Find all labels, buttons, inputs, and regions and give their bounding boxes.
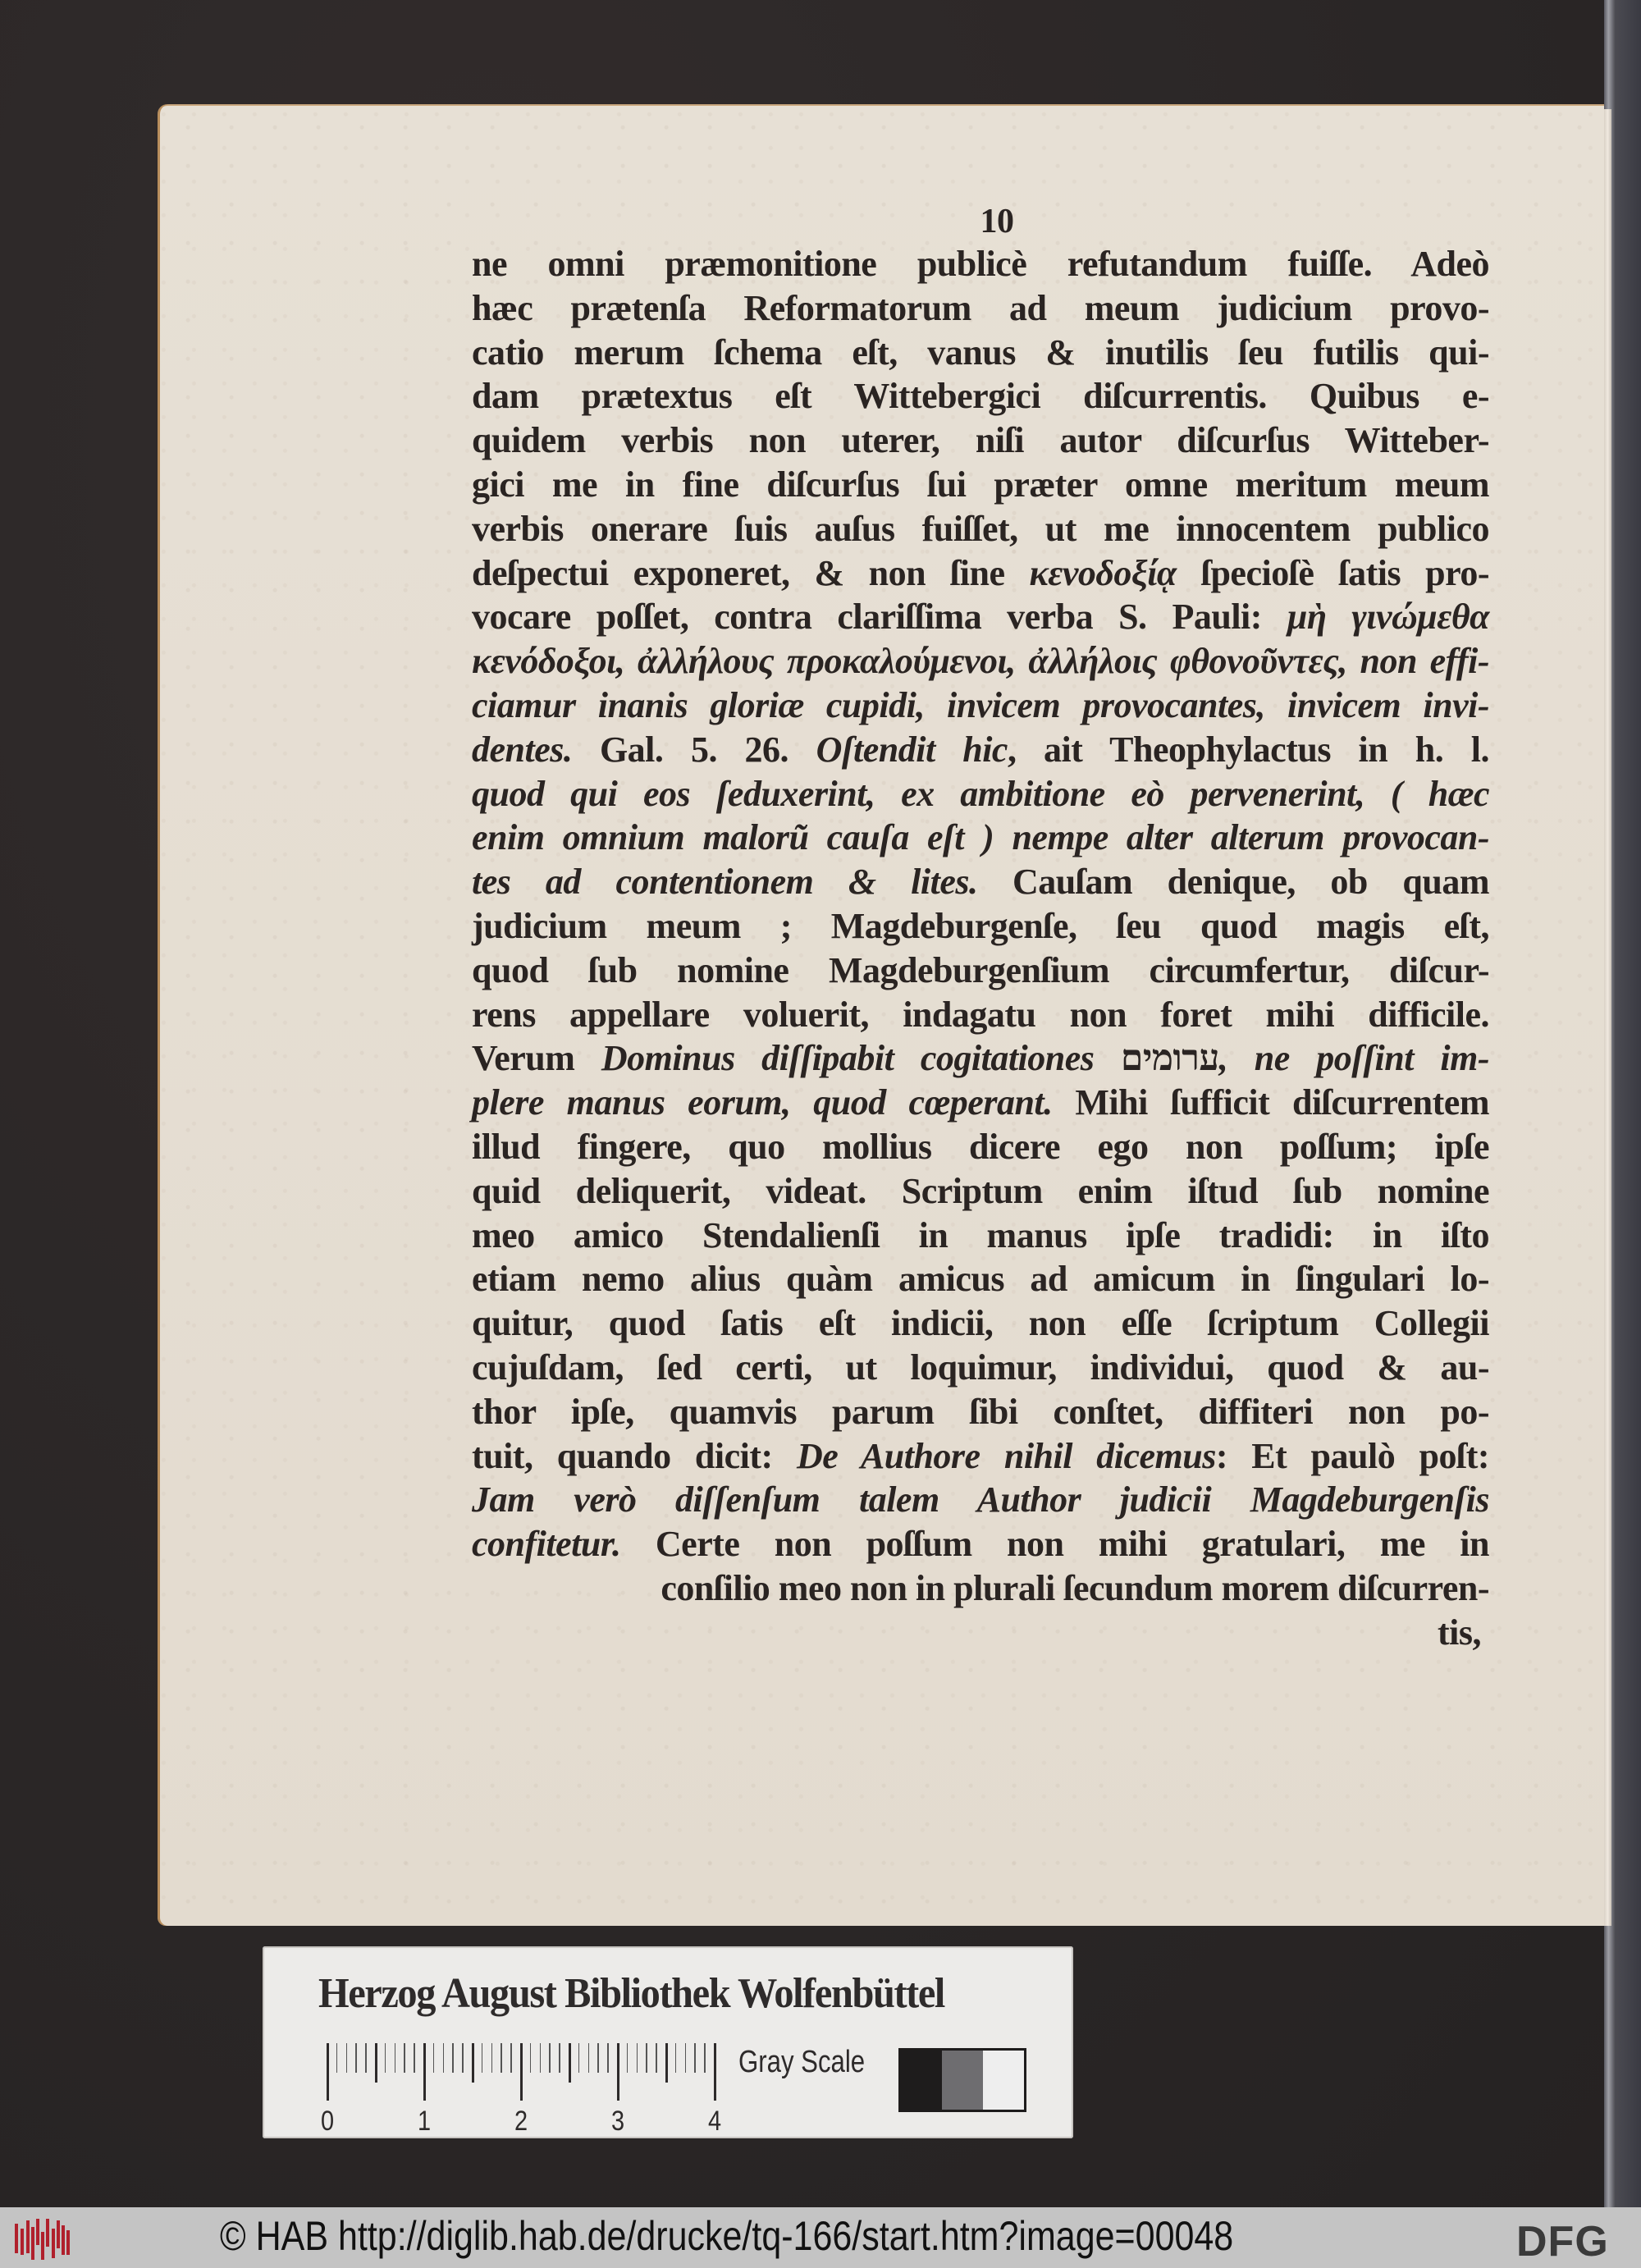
italic-text: enim omnium malorũ cauſa eſt ) nempe alter alterum provocan- xyxy=(472,817,1489,858)
ruler-tick xyxy=(346,2043,348,2073)
roman-text: ne omni præmonitione publicè refutandum fuiſſe. Adeò xyxy=(472,244,1489,284)
ruler-tick xyxy=(540,2043,542,2073)
text-line xyxy=(472,639,1489,684)
italic-text: ciamur inanis gloriæ cupidi, invicem provocantes, invicem invi- xyxy=(472,684,1489,725)
italic-text: dentes. xyxy=(472,729,573,770)
text-line xyxy=(472,374,1489,418)
roman-text: Verum xyxy=(472,1038,601,1079)
italic-text: Oſtendit hic xyxy=(816,729,1008,770)
ruler-tick xyxy=(472,2043,474,2083)
text-line xyxy=(472,1478,1489,1522)
ruler-tick xyxy=(597,2043,599,2073)
text-line xyxy=(472,1169,1489,1214)
ruler-tick xyxy=(665,2043,668,2083)
gray-scale-swatch xyxy=(898,2048,1026,2112)
text-line xyxy=(472,1346,1489,1390)
text-line xyxy=(472,1036,1489,1081)
roman-text: illud fingere, quo mollius dicere ego non poſſum; ipſe xyxy=(472,1126,1489,1167)
ruler-tick xyxy=(675,2043,677,2073)
roman-text: conſilio meo non in plurali ſecundum morem diſcurren- xyxy=(661,1567,1489,1608)
text-line xyxy=(472,1390,1489,1434)
italic-text: confitetur. xyxy=(472,1524,621,1565)
text-line xyxy=(472,1301,1489,1346)
text-line xyxy=(472,684,1489,728)
text-line xyxy=(472,1434,1489,1479)
ruler-tick xyxy=(578,2043,580,2073)
dfg-logo: DFG xyxy=(1516,2218,1609,2266)
roman-text: deſpectui exponeret, & non ſine xyxy=(472,552,1030,593)
roman-text: ſpecioſè ſatis pro- xyxy=(1176,552,1489,593)
roman-text: Mihi ſufficit diſcurrentem xyxy=(1052,1082,1489,1123)
copyright-url[interactable]: © HAB http://diglib.hab.de/drucke/tq-166/start.htm?image=00048 xyxy=(220,2213,1234,2259)
roman-text: Cauſam denique, ob quam xyxy=(977,862,1489,903)
text-line xyxy=(472,1522,1489,1566)
ruler-tick xyxy=(714,2043,716,2101)
italic-text: Jam verò diſſenſum talem Author judicii Magdeburgenſis xyxy=(472,1479,1489,1520)
roman-text: verbis onerare ſuis auſus fuiſſet, ut me innocentem publico xyxy=(472,508,1489,549)
gray-scale-label: Gray Scale xyxy=(738,2045,866,2079)
ruler-tick xyxy=(491,2043,493,2073)
text-line xyxy=(472,1214,1489,1258)
italic-text: κενοδοξίᾳ xyxy=(1029,552,1177,593)
ruler-tick xyxy=(404,2043,405,2073)
ruler-tick xyxy=(423,2043,426,2101)
ruler-tick xyxy=(510,2043,512,2073)
ruler-tick xyxy=(482,2043,483,2073)
ruler-tick xyxy=(549,2043,551,2073)
roman-text: tuit, quando dicit: xyxy=(472,1435,797,1476)
roman-text: thor ipſe, quamvis parum ſibi conſtet, diffiteri non po- xyxy=(472,1391,1489,1432)
page-edge xyxy=(1604,109,1611,1926)
footer-bar xyxy=(0,2207,1641,2268)
text-line xyxy=(472,418,1489,463)
roman-text: ערומים xyxy=(1094,1038,1219,1079)
italic-text: tes ad contentionem & lites. xyxy=(472,862,978,903)
text-line xyxy=(472,1257,1489,1301)
italic-text: plere manus eorum, quod cœperant. xyxy=(472,1082,1053,1123)
roman-text: dam prætextus eſt Wittebergici diſcurrentis. Quibus e- xyxy=(472,376,1489,417)
ruler-tick xyxy=(462,2043,464,2073)
ruler-tick xyxy=(559,2043,560,2073)
text-line xyxy=(472,816,1489,860)
text-line xyxy=(472,949,1489,993)
ruler-tick xyxy=(607,2043,609,2073)
roman-text: vocare poſſet, contra clariſſima verba S. Pauli: xyxy=(472,597,1287,638)
gray-swatch-0 xyxy=(901,2051,942,2110)
ruler-tick xyxy=(694,2043,696,2073)
roman-text: quid deliquerit, videat. Scriptum enim iſtud ſub nomine xyxy=(472,1170,1489,1211)
ruler-tick xyxy=(336,2043,338,2073)
roman-text: quod ſub nomine Magdeburgenſium circumfertur, diſcur- xyxy=(472,949,1489,990)
roman-text: Gal. 5. 26. xyxy=(572,729,816,770)
ruler-tick xyxy=(685,2043,687,2073)
ruler-tick xyxy=(501,2043,502,2073)
italic-text: , ne poſſint im- xyxy=(1218,1038,1490,1079)
ruler-label: 1 xyxy=(417,2106,432,2137)
roman-text: , ait Theophylactus in h. l. xyxy=(1007,729,1490,770)
ruler-tick xyxy=(569,2043,571,2083)
text-line xyxy=(472,286,1489,331)
text-line xyxy=(472,551,1489,596)
ruler-tick xyxy=(520,2043,523,2101)
ruler-label: 4 xyxy=(707,2106,722,2137)
roman-text: Certe non poſſum non mihi gratulari, me in xyxy=(620,1524,1489,1565)
text-line xyxy=(472,860,1489,904)
text-line xyxy=(472,595,1489,639)
text-line xyxy=(472,463,1489,507)
roman-text: quitur, quod ſatis eſt indicii, non eſſe ſcriptum Collegii xyxy=(472,1303,1489,1344)
roman-text: catio merum ſchema eſt, vanus & inutilis ſeu futilis qui- xyxy=(472,332,1489,373)
roman-text: quidem verbis non uterer, niſi autor diſcurſus Witteber- xyxy=(472,420,1489,461)
ruler-tick xyxy=(365,2043,367,2073)
ruler-tick xyxy=(627,2043,629,2073)
roman-text: hæc prætenſa Reformatorum ad meum judicium provo- xyxy=(472,287,1489,328)
ruler-tick xyxy=(588,2043,590,2073)
hab-logo-icon xyxy=(7,2215,72,2261)
text-line xyxy=(472,993,1489,1037)
text-line xyxy=(472,1566,1489,1611)
text-line xyxy=(472,1125,1489,1169)
text-line xyxy=(472,772,1489,816)
ruler-tick xyxy=(375,2043,377,2083)
ruler-tick xyxy=(355,2043,357,2073)
page-number: 10 xyxy=(980,203,1014,240)
ruler-tick xyxy=(704,2043,706,2073)
italic-text: Dominus diſſipabit cogitationes xyxy=(601,1038,1095,1079)
italic-text: quod qui eos ſeduxerint, ex ambitione eò pervenerint, ( hæc xyxy=(472,773,1489,814)
ruler-tick xyxy=(327,2043,329,2101)
ruler-scale xyxy=(320,2043,722,2137)
roman-text: etiam nemo alius quàm amicus ad amicum in ſingulari lo- xyxy=(472,1259,1489,1300)
gray-swatch-2 xyxy=(983,2051,1024,2110)
catchword: tis, xyxy=(1438,1612,1481,1653)
ruler-tick xyxy=(395,2043,396,2073)
ruler-tick xyxy=(433,2043,435,2073)
roman-text: rens appellare voluerit, indagatu non foret mihi difficile. xyxy=(472,994,1489,1035)
calibration-card xyxy=(263,1946,1073,2138)
text-line xyxy=(472,242,1489,286)
text-lines xyxy=(472,242,1489,1611)
ruler-tick xyxy=(452,2043,454,2073)
italic-text: μὴ γινώμεθα xyxy=(1287,597,1489,638)
ruler-tick xyxy=(414,2043,415,2073)
italic-text: κενόδοξοι, ἀλλήλους προκαλούμενοι, ἀλλήλοις φθονοῦντες, non effi- xyxy=(472,641,1489,682)
library-name: Herzog August Bibliothek Wolfenbüttel xyxy=(318,1970,944,2017)
text-line xyxy=(472,904,1489,949)
text-line xyxy=(472,507,1489,551)
ruler-tick xyxy=(656,2043,657,2073)
ruler-tick xyxy=(617,2043,619,2101)
roman-text: cujuſdam, ſed certi, ut loquimur, individui, quod & au- xyxy=(472,1347,1489,1388)
page-text xyxy=(472,201,1489,1655)
text-line xyxy=(472,331,1489,375)
ruler-tick xyxy=(443,2043,445,2073)
text-line xyxy=(472,1081,1489,1125)
italic-text: De Authore nihil dicemus xyxy=(796,1435,1216,1476)
ruler-tick xyxy=(385,2043,386,2073)
ruler-label: 0 xyxy=(320,2106,335,2137)
text-line xyxy=(472,728,1489,772)
ruler-tick xyxy=(530,2043,532,2073)
gray-swatch-1 xyxy=(942,2051,983,2110)
ruler-label: 2 xyxy=(514,2106,528,2137)
roman-text: : Et paulò poſt: xyxy=(1215,1435,1490,1476)
roman-text: meo amico Stendalienſi in manus ipſe tradidi: in iſto xyxy=(472,1214,1489,1255)
ruler-tick xyxy=(646,2043,647,2073)
ruler-label: 3 xyxy=(610,2106,625,2137)
ruler-tick xyxy=(637,2043,638,2073)
roman-text: judicium meum ; Magdeburgenſe, ſeu quod magis eſt, xyxy=(472,905,1489,946)
roman-text: gici me in fine diſcurſus ſui præter omne meritum meum xyxy=(472,464,1489,505)
